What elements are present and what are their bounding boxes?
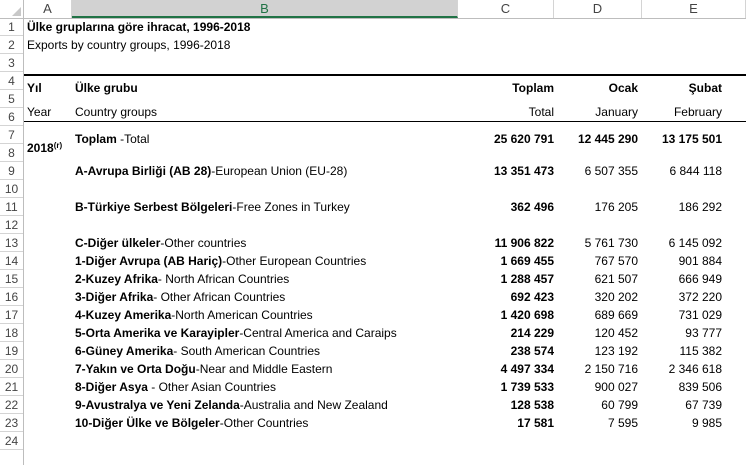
group-name-tr: B-Türkiye Serbest Bölgeleri xyxy=(75,200,233,214)
total-cell[interactable]: 1 288 457 xyxy=(500,272,554,286)
jan-cell[interactable]: 6 507 355 xyxy=(584,164,638,178)
select-all-corner[interactable] xyxy=(0,0,24,18)
group-name-tr: 2-Kuzey Afrika xyxy=(75,272,158,286)
group-name-en: -Free Zones in Turkey xyxy=(232,200,350,214)
group-name-en: -European Union (EU-28) xyxy=(211,164,348,178)
total-cell[interactable]: 238 574 xyxy=(510,344,554,358)
jan-cell[interactable]: 176 205 xyxy=(594,200,638,214)
row-header-20[interactable]: 20 xyxy=(0,360,23,378)
row-header-bar xyxy=(0,18,24,465)
row-header-19[interactable]: 19 xyxy=(0,342,23,360)
total-cell[interactable]: 128 538 xyxy=(510,398,554,412)
group-name-tr: 1-Diğer Avrupa (AB Hariç) xyxy=(75,254,223,268)
header-jan-tr[interactable]: Ocak xyxy=(608,81,638,95)
header-total-en[interactable]: Total xyxy=(528,105,554,119)
total-cell[interactable]: 17 581 xyxy=(517,416,554,430)
feb-cell[interactable]: 901 884 xyxy=(678,254,722,268)
group-cell[interactable] xyxy=(75,396,388,414)
group-cell[interactable] xyxy=(75,270,289,288)
jan-cell[interactable]: 320 202 xyxy=(594,290,638,304)
row-header-15[interactable]: 15 xyxy=(0,270,23,288)
group-name-en: -Other Countries xyxy=(219,416,309,430)
group-cell[interactable] xyxy=(75,288,285,306)
total-cell[interactable]: 25 620 791 xyxy=(493,132,554,146)
column-header-c[interactable]: C xyxy=(458,0,554,18)
group-name-en: -North American Countries xyxy=(171,308,313,322)
row-header-17[interactable]: 17 xyxy=(0,306,23,324)
header-bottom-border xyxy=(24,121,746,122)
group-name-en: -Central America and Caraips xyxy=(239,326,397,340)
feb-cell[interactable]: 6 844 118 xyxy=(669,164,722,178)
group-name-tr: 10-Diğer Ülke ve Bölgeler xyxy=(75,416,220,430)
total-cell[interactable]: 362 496 xyxy=(510,200,554,214)
total-cell[interactable]: 1 420 698 xyxy=(500,308,554,322)
jan-cell[interactable]: 689 669 xyxy=(594,308,638,322)
feb-cell[interactable]: 666 949 xyxy=(678,272,722,286)
group-cell[interactable] xyxy=(75,378,276,396)
row-header-18[interactable]: 18 xyxy=(0,324,23,342)
group-cell[interactable] xyxy=(75,306,313,324)
group-name-tr: Toplam xyxy=(75,132,121,146)
group-name-tr: 3-Diğer Afrika xyxy=(75,290,154,304)
group-cell[interactable] xyxy=(75,252,366,270)
row-header-12[interactable]: 12 xyxy=(0,216,23,234)
row-header-24[interactable]: 24 xyxy=(0,432,23,450)
row-header-8[interactable]: 8 xyxy=(0,144,23,162)
row-header-5[interactable]: 5 xyxy=(0,90,23,108)
jan-cell[interactable]: 2 150 716 xyxy=(584,362,638,376)
group-name-en: - North African Countries xyxy=(157,272,290,286)
row-header-14[interactable]: 14 xyxy=(0,252,23,270)
feb-cell[interactable]: 731 029 xyxy=(678,308,722,322)
feb-cell[interactable]: 6 145 092 xyxy=(668,236,722,250)
total-cell[interactable]: 13 351 473 xyxy=(493,164,554,178)
group-cell[interactable] xyxy=(75,360,332,378)
year-value: 2018 xyxy=(27,141,54,155)
feb-cell[interactable]: 372 220 xyxy=(678,290,722,304)
header-feb-tr[interactable]: Şubat xyxy=(688,81,722,95)
row-header-13[interactable]: 13 xyxy=(0,234,23,252)
jan-cell[interactable]: 120 452 xyxy=(594,326,638,340)
column-header-bar xyxy=(0,0,746,19)
jan-cell[interactable]: 7 595 xyxy=(607,416,638,430)
total-cell[interactable]: 4 497 334 xyxy=(500,362,554,376)
total-cell[interactable]: 692 423 xyxy=(510,290,554,304)
sheet-grid[interactable] xyxy=(24,18,746,465)
row-header-6[interactable]: 6 xyxy=(0,108,23,126)
row-header-22[interactable]: 22 xyxy=(0,396,23,414)
total-cell[interactable]: 11 906 822 xyxy=(494,236,554,250)
feb-cell[interactable]: 13 175 501 xyxy=(661,132,722,146)
row-header-11[interactable]: 11 xyxy=(0,198,23,216)
feb-cell[interactable]: 186 292 xyxy=(678,200,722,214)
year-note: (r) xyxy=(53,141,63,150)
feb-cell[interactable]: 115 382 xyxy=(679,344,722,358)
header-year-en[interactable]: Year xyxy=(27,105,52,119)
group-name-tr: 7-Yakın ve Orta Doğu xyxy=(75,362,196,376)
group-name-en: -Near and Middle Eastern xyxy=(195,362,333,376)
group-name-en: -Other countries xyxy=(160,236,247,250)
row-header-4[interactable]: 4 xyxy=(0,72,23,90)
jan-cell[interactable]: 123 192 xyxy=(594,344,638,358)
feb-cell[interactable]: 9 985 xyxy=(691,416,722,430)
group-name-tr: 4-Kuzey Amerika xyxy=(75,308,172,322)
group-name-en: - South American Countries xyxy=(173,344,321,358)
group-name-en: -Other European Countries xyxy=(222,254,367,268)
header-group-tr[interactable]: Ülke grubu xyxy=(75,81,138,95)
total-cell[interactable]: 1 739 533 xyxy=(500,380,554,394)
jan-cell[interactable]: 621 507 xyxy=(594,272,638,286)
jan-cell[interactable]: 5 761 730 xyxy=(584,236,638,250)
jan-cell[interactable]: 900 027 xyxy=(594,380,638,394)
row-header-7[interactable]: 7 xyxy=(0,126,23,144)
row-header-16[interactable]: 16 xyxy=(0,288,23,306)
row-header-3[interactable]: 3 xyxy=(0,54,23,72)
column-header-d[interactable]: D xyxy=(554,0,642,18)
group-cell[interactable] xyxy=(75,198,350,216)
group-cell[interactable] xyxy=(75,414,308,432)
jan-cell[interactable]: 767 570 xyxy=(594,254,638,268)
feb-cell[interactable]: 839 506 xyxy=(678,380,722,394)
group-cell[interactable] xyxy=(75,130,149,148)
group-name-tr: A-Avrupa Birliği (AB 28) xyxy=(75,164,212,178)
row-header-21[interactable]: 21 xyxy=(0,378,23,396)
row-header-10[interactable]: 10 xyxy=(0,180,23,198)
header-year-tr[interactable]: Yıl xyxy=(27,81,42,95)
feb-cell[interactable]: 2 346 618 xyxy=(668,362,722,376)
title-tr[interactable]: Ülke gruplarına göre ihracat, 1996-2018 xyxy=(27,20,251,34)
group-name-tr: 6-Güney Amerika xyxy=(75,344,174,358)
row-header-9[interactable]: 9 xyxy=(0,162,23,180)
group-cell[interactable] xyxy=(75,342,320,360)
group-cell[interactable] xyxy=(75,324,397,342)
header-total-tr[interactable]: Toplam xyxy=(512,81,554,95)
row-header-2[interactable]: 2 xyxy=(0,36,23,54)
group-name-en: -Total xyxy=(120,132,150,146)
feb-cell[interactable]: 93 777 xyxy=(685,326,722,340)
header-top-border xyxy=(24,74,746,76)
group-name-en: - Other African Countries xyxy=(153,290,286,304)
feb-cell[interactable]: 67 739 xyxy=(685,398,722,412)
header-group-en[interactable]: Country groups xyxy=(75,105,158,119)
header-jan-en[interactable]: January xyxy=(595,105,638,119)
column-header-a[interactable]: A xyxy=(24,0,72,18)
group-cell[interactable] xyxy=(75,234,246,252)
group-cell[interactable] xyxy=(75,162,347,180)
title-en[interactable]: Exports by country groups, 1996-2018 xyxy=(27,38,231,52)
header-feb-en[interactable]: February xyxy=(673,105,722,119)
jan-cell[interactable]: 60 799 xyxy=(601,398,638,412)
group-name-en: - Other Asian Countries xyxy=(147,380,276,394)
year-cell[interactable] xyxy=(27,139,62,157)
group-name-en: -Australia and New Zealand xyxy=(239,398,388,412)
column-header-b[interactable]: B xyxy=(72,0,458,18)
group-name-tr: 8-Diğer Asya xyxy=(75,380,148,394)
total-cell[interactable]: 1 669 455 xyxy=(500,254,554,268)
group-name-tr: 5-Orta Amerika ve Karayipler xyxy=(75,326,240,340)
jan-cell[interactable]: 12 445 290 xyxy=(577,132,638,146)
select-all-triangle-icon xyxy=(12,7,21,16)
column-header-e[interactable]: E xyxy=(642,0,746,18)
group-name-tr: C-Diğer ülkeler xyxy=(75,236,161,250)
total-cell[interactable]: 214 229 xyxy=(510,326,554,340)
group-name-tr: 9-Avustralya ve Yeni Zelanda xyxy=(75,398,240,412)
row-header-23[interactable]: 23 xyxy=(0,414,23,432)
row-header-1[interactable]: 1 xyxy=(0,18,23,36)
